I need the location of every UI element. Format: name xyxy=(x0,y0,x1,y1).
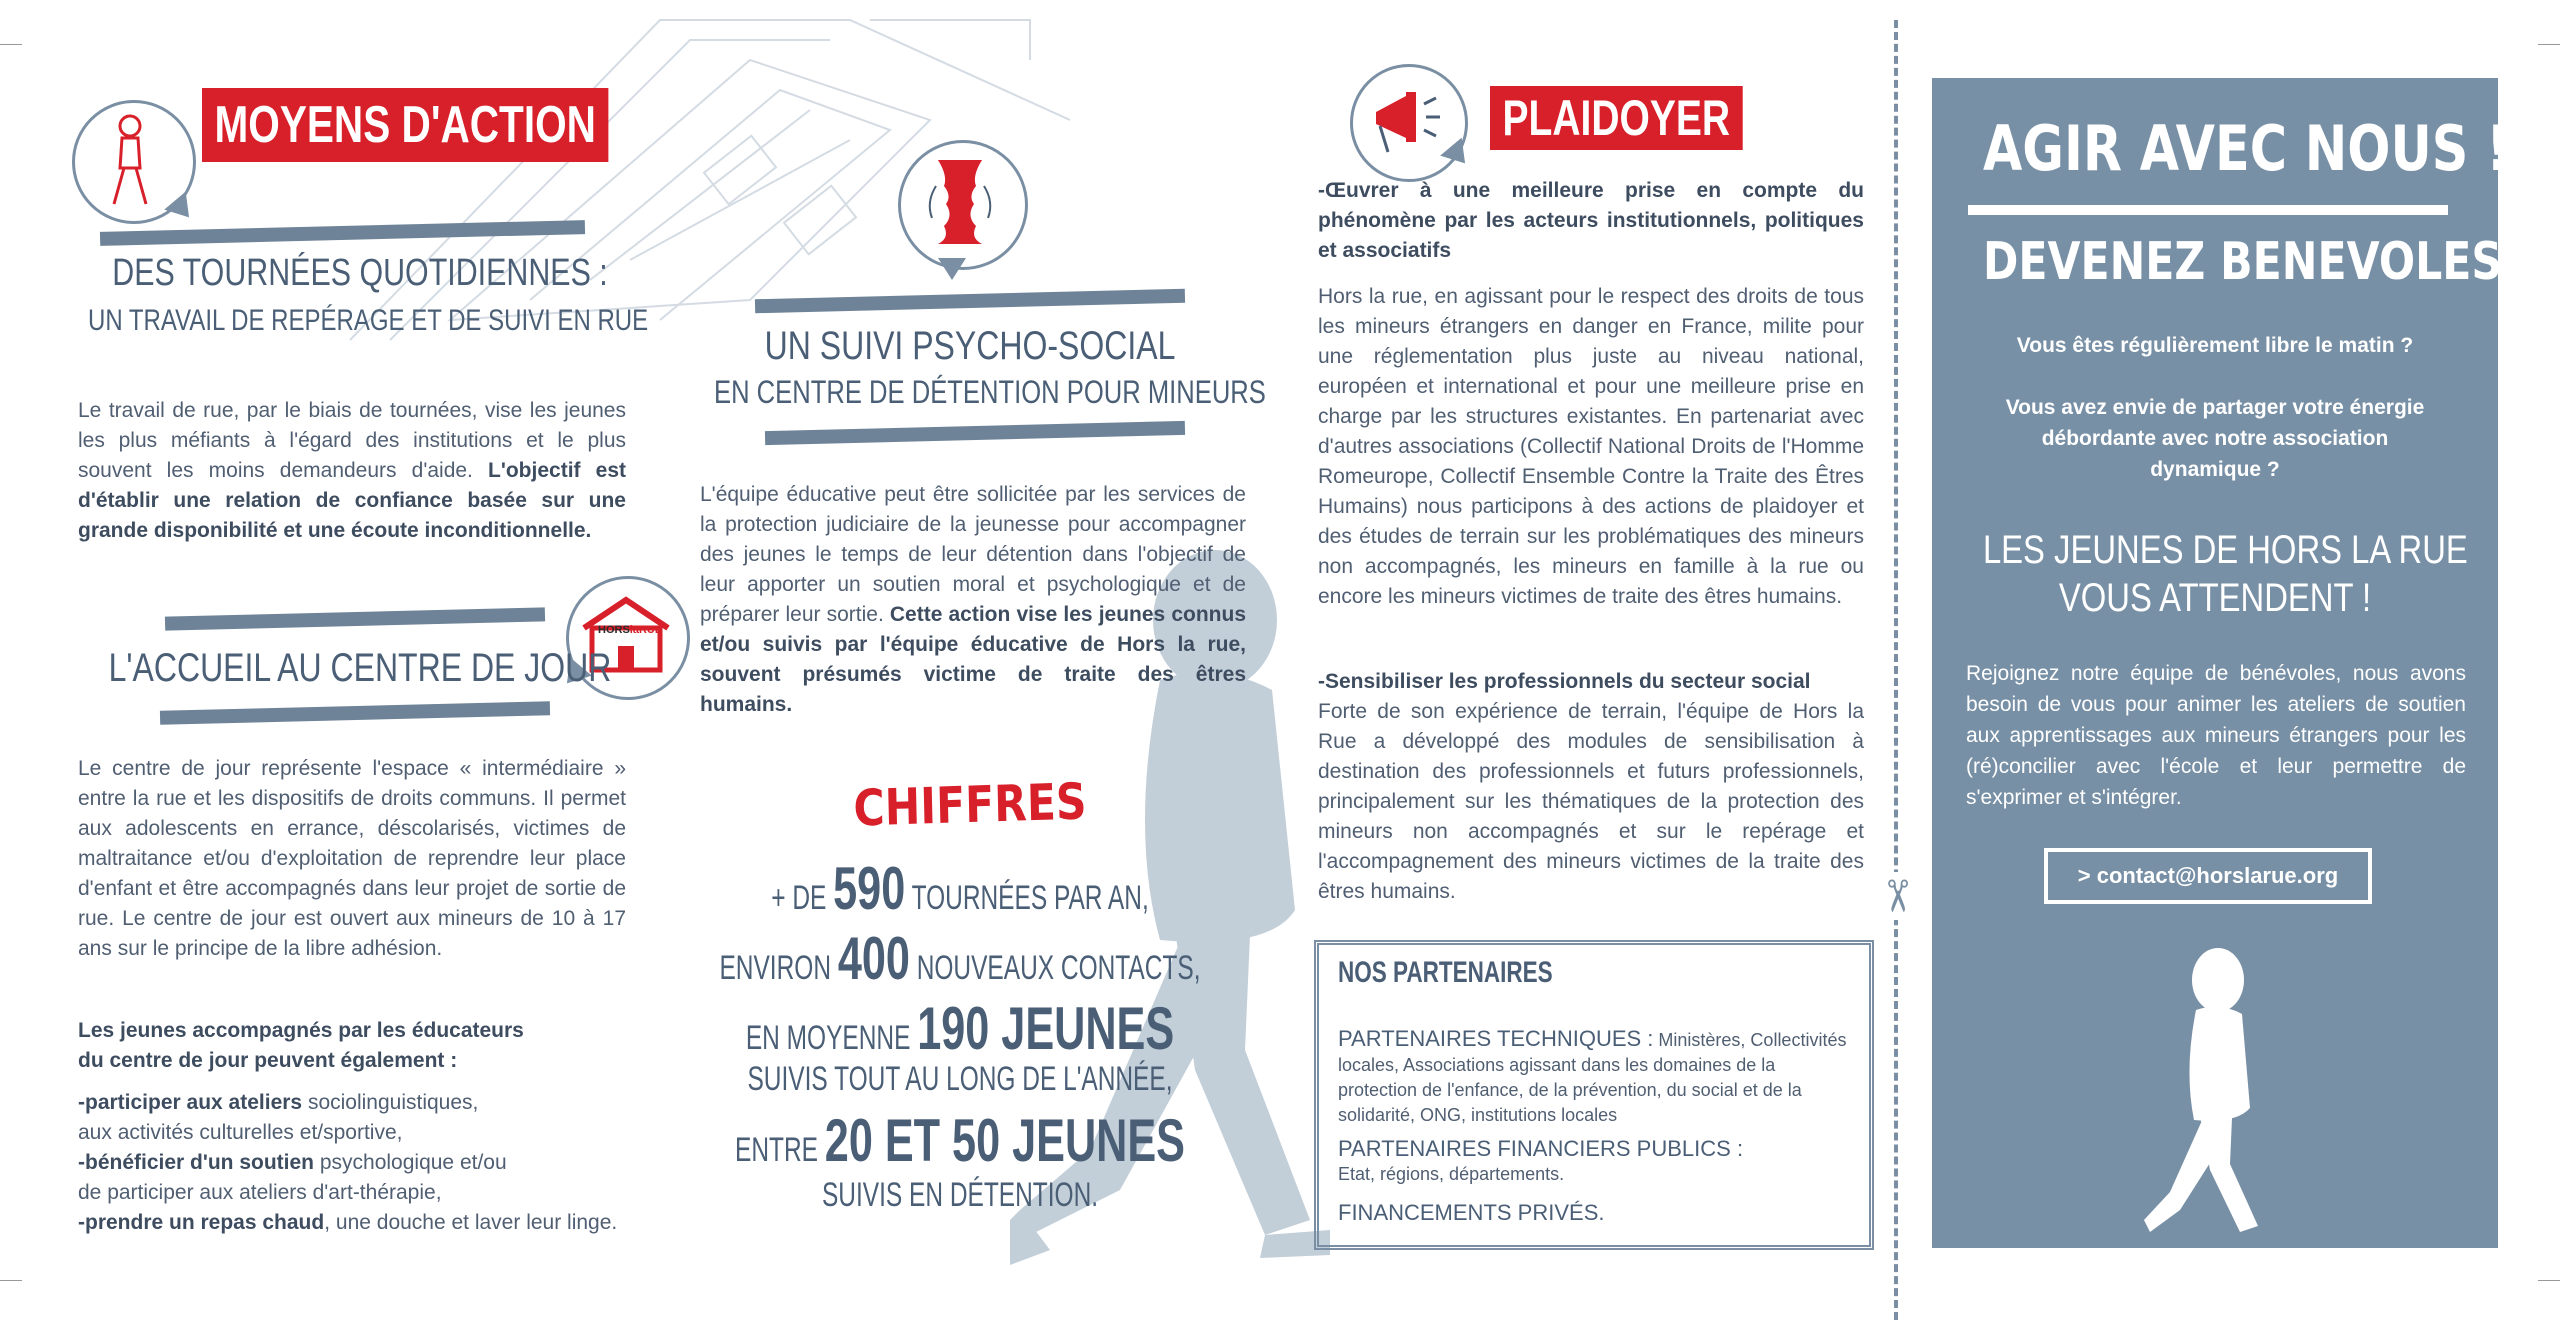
stat-jeunes: EN MOYENNE 190 JEUNES xyxy=(745,995,1175,1062)
heading-tournees-2: UN TRAVAIL DE REPÉRAGE ET DE SUIVI EN RUE xyxy=(88,304,649,337)
divider-bar xyxy=(765,421,1185,445)
list-item-soutien-2: de participer aux ateliers d'art-thérapie, xyxy=(78,1181,442,1204)
divider-bar xyxy=(165,607,545,630)
bubble-tail xyxy=(938,258,966,280)
accueil-intro-1: Les jeunes accompagnés par les éducateurs xyxy=(78,1019,524,1042)
crop-mark xyxy=(0,1280,22,1281)
cut-line xyxy=(1894,20,1898,1320)
suivi-text xyxy=(700,480,1246,720)
partners-fin-text: Etat, régions, départements. xyxy=(1338,1164,1565,1184)
stat-detention: ENTRE 20 ET 50 JEUNES xyxy=(735,1107,1185,1174)
section-title-plaidoyer: PLAIDOYER xyxy=(1490,86,1742,150)
heading-accueil: L'ACCUEIL AU CENTRE DE JOUR xyxy=(108,646,612,690)
list-item-soutien: -bénéficier d'un soutien psychologique et/ou xyxy=(78,1151,507,1174)
plaidoyer-sub-bold: -Sensibiliser les professionnels du secteur social xyxy=(1318,670,1811,693)
plaidoyer-text-2: Forte de son expérience de terrain, l'équipe de Hors la Rue a développé des modules de sensibilisation à destination des professionnels et futurs professionnels, principalement sur les thématiques de la protection des mineurs non accompagnés et sur le repérage et l'accompagnement des mineurs victimes de la traite des êtres humains. xyxy=(1318,700,1864,903)
panel-title-agir: AGIR AVEC NOUS ! xyxy=(1982,112,2510,185)
accueil-intro-2: du centre de jour peuvent également : xyxy=(78,1049,458,1072)
contact-email-link[interactable]: > contact@horslarue.org xyxy=(2044,848,2372,904)
walking-boy-white-icon xyxy=(2140,940,2280,1240)
logo-text xyxy=(598,624,662,636)
panel-heading-1: LES JEUNES DE HORS LA RUE xyxy=(1982,528,2468,572)
stat-tournees: + DE 590 TOURNÉES PAR AN, xyxy=(771,855,1149,922)
plaidoyer-text: Hors la rue, en agissant pour le respect des droits de tous les mineurs étrangers en danger en France, milite pour une réglementation plus juste au niveau national, européen et international et pour une meilleure prise en charge par les structures existantes. En partenariat avec d'autres associations (Collectif National Droits de l'Homme Romeurope, Collectif Ensemble Contre la Traite des Êtres Humains) nous participons à des actions de plaidoyer et des études de terrain sur les problématiques des mineurs non accompagnés, les mineurs en famille à la rue ou encore les mineurs victimes de traite des êtres humains. xyxy=(1318,285,1864,608)
partners-title: NOS PARTENAIRES xyxy=(1338,956,1553,989)
panel-heading-2: VOUS ATTENDENT ! xyxy=(2058,576,2372,620)
partners-priv-label: FINANCEMENTS PRIVÉS. xyxy=(1338,1200,1605,1225)
tournees-text-regular: Le travail de rue, par le biais de tournées, vise les jeunes les plus méfiants à l'égard des institutions et le plus souvent les moins demandeurs d'aide. xyxy=(78,399,626,482)
crop-mark xyxy=(2538,44,2560,45)
crop-mark xyxy=(2538,1280,2560,1281)
stat-contacts: ENVIRON 400 NOUVEAUX CONTACTS, xyxy=(719,925,1201,992)
suivi-text-regular: L'équipe éducative peut être sollicitée par les services de la protection judiciaire de la jeunesse pour accompagner des jeunes le temps de leur détention dans l'objectif de leur apporter un soutien moral et psychologique et de préparer leur sortie. xyxy=(700,483,1246,626)
tournees-text-bold: L'objectif est d'établir une relation de confiance basée sur une grande disponibilité et une écoute inconditionnelle. xyxy=(78,459,626,542)
plaidoyer-intro: -Œuvrer à une meilleure prise en compte du phénomène par les acteurs institutionnels, politiques et associatifs xyxy=(1318,179,1864,262)
chiffres-title: CHIFFRES xyxy=(852,772,1088,838)
panel-question-2: Vous avez envie de partager votre énergie débordante avec notre association dynamique ? xyxy=(2005,396,2425,481)
partners-tech-text: Ministères, Collectivités locales, Associations agissant dans les domaines de la protection de l'enfance, de la prévention, du social et de la solidarité, ONG, institutions locales xyxy=(1338,1030,1847,1125)
stat-value-jeunes: 190 JEUNES xyxy=(917,995,1175,1062)
crop-mark xyxy=(0,44,22,45)
scissors-icon: ✂ xyxy=(1872,872,1920,920)
stat-value-detention: 20 ET 50 JEUNES xyxy=(824,1107,1185,1174)
panel-text: Rejoignez notre équipe de bénévoles, nous avons besoin de vous pour animer les ateliers de soutien aux apprentissages aux mineurs étrangers pour les (ré)concilier avec l'école et leur permettre de s'exprimer et s'intégrer. xyxy=(1966,662,2466,809)
heading-suivi-1: UN SUIVI PSYCHO-SOCIAL xyxy=(764,324,1176,368)
panel-divider xyxy=(1968,205,2448,215)
stat-detention-line2: SUIVIS EN DÉTENTION. xyxy=(821,1176,1099,1214)
walking-boy-icon xyxy=(100,112,160,208)
stat-value-tournees: 590 xyxy=(833,855,906,922)
accueil-list xyxy=(78,1016,658,1238)
faces-vase-icon xyxy=(916,156,1004,248)
stat-value-contacts: 400 xyxy=(837,925,910,992)
list-item-ateliers-2: aux activités culturelles et/sportive, xyxy=(78,1121,403,1144)
section-title-moyens: MOYENS D'ACTION xyxy=(202,88,608,162)
accueil-text: Le centre de jour représente l'espace « intermédiaire » entre la rue et les dispositifs de droits communs. Il permet aux adolescents en errance, déscolarisés, victimes de maltraitance et/ou d'exploitation de reprendre leur place d'enfant et être accompagnés dans leur projet de sortie de rue. Le centre de jour est ouvert aux mineurs de 10 à 17 ans sur le principe de la libre adhésion. xyxy=(78,757,626,960)
list-item-repas: -prendre un repas chaud, une douche et laver leur linge. xyxy=(78,1211,618,1234)
heading-suivi-2: EN CENTRE DE DÉTENTION POUR MINEURS xyxy=(714,374,1266,410)
panel-question-1: Vous êtes régulièrement libre le matin ? xyxy=(2016,334,2414,357)
partners-tech xyxy=(1338,1026,1848,1128)
partners-fin-label: PARTENAIRES FINANCIERS PUBLICS : xyxy=(1338,1136,1744,1161)
stat-jeunes-line2: SUIVIS TOUT AU LONG DE L'ANNÉE, xyxy=(747,1060,1173,1098)
heading-tournees-1: DES TOURNÉES QUOTIDIENNES : xyxy=(112,252,608,294)
divider-bar xyxy=(160,701,550,725)
panel-title-benevoles: DEVENEZ BENEVOLES ! xyxy=(1982,232,2537,292)
suivi-text-bold: Cette action vise les jeunes connus et/ou suivis par l'équipe éducative de Hors la rue, souvent présumés victime de traite des êtres humains. xyxy=(700,603,1246,716)
megaphone-icon xyxy=(1366,82,1446,158)
logo-text-rue: laRUE xyxy=(629,624,663,636)
logo-text-hors: HORS xyxy=(598,624,630,636)
list-item-ateliers: -participer aux ateliers sociolinguistiques, xyxy=(78,1091,479,1114)
partners-tech-label: PARTENAIRES TECHNIQUES : xyxy=(1338,1026,1654,1051)
tournees-text xyxy=(78,396,626,546)
